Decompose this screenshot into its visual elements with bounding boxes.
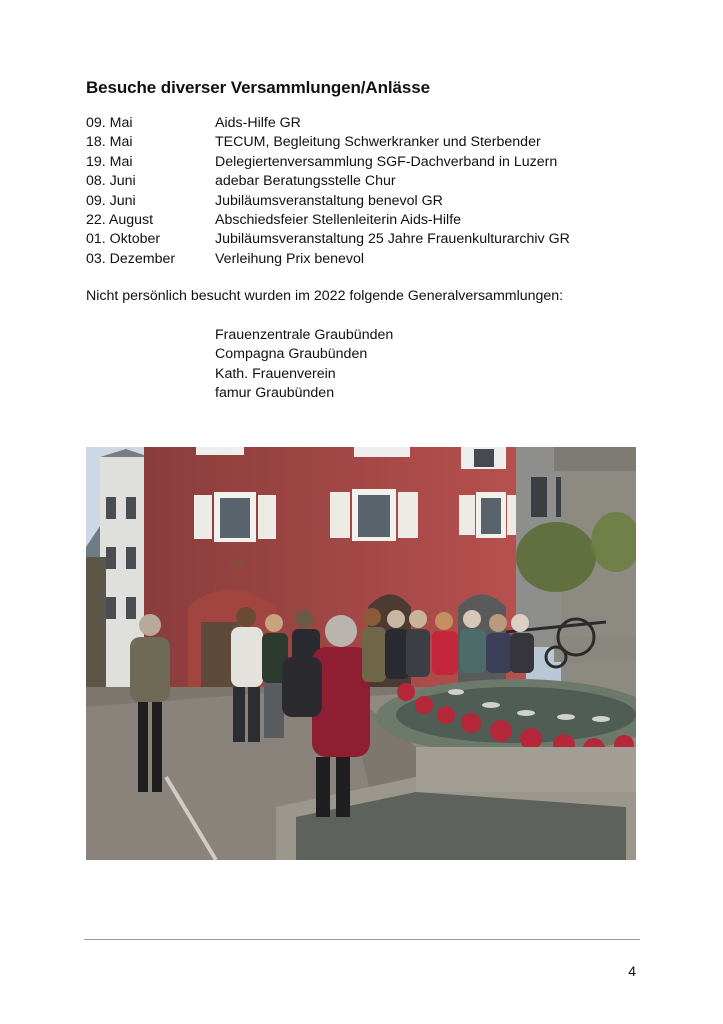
event-date: 22. August [86,211,154,228]
section-heading: Besuche diverser Versammlungen/Anlässe [86,78,430,97]
organization-item: Kath. Frauenverein [215,365,336,382]
organization-item: Frauenzentrale Graubünden [215,327,394,343]
event-date: 09. Juni [86,192,136,209]
group-photo-fountain [86,447,636,860]
event-name: Abschiedsfeier Stellenleiterin Aids-Hilfe [215,211,462,228]
organization-item: Compagna Graubünden [215,346,368,363]
event-date: 01. Oktober [86,231,161,248]
footer-divider [84,939,640,940]
event-date: 03. Dezember [86,250,176,267]
event-name: Jubiläumsveranstaltung 25 Jahre Frauenkulturarchiv GR [215,231,570,248]
event-date: 08. Juni [86,173,136,190]
event-date: 09. Mai [86,115,133,131]
event-name: Aids-Hilfe GR [215,115,301,131]
event-name: Verleihung Prix benevol [215,250,365,267]
organization-item: famur Graubünden [215,385,335,402]
event-name: Delegiertenversammlung SGF-Dachverband in Luzern [215,153,558,170]
event-name: Jubiläumsveranstaltung benevol GR [215,192,443,209]
not-attended-note: Nicht persönlich besucht wurden im 2022 folgende Generalversammlungen: [86,288,564,304]
event-name: TECUM, Begleitung Schwerkranker und Sterbender [215,134,541,151]
event-date: 19. Mai [86,153,133,170]
event-name: adebar Beratungsstelle Chur [215,173,396,190]
organizations-list [215,326,393,404]
page-number: 4 [628,963,636,979]
event-date: 18. Mai [86,134,133,151]
